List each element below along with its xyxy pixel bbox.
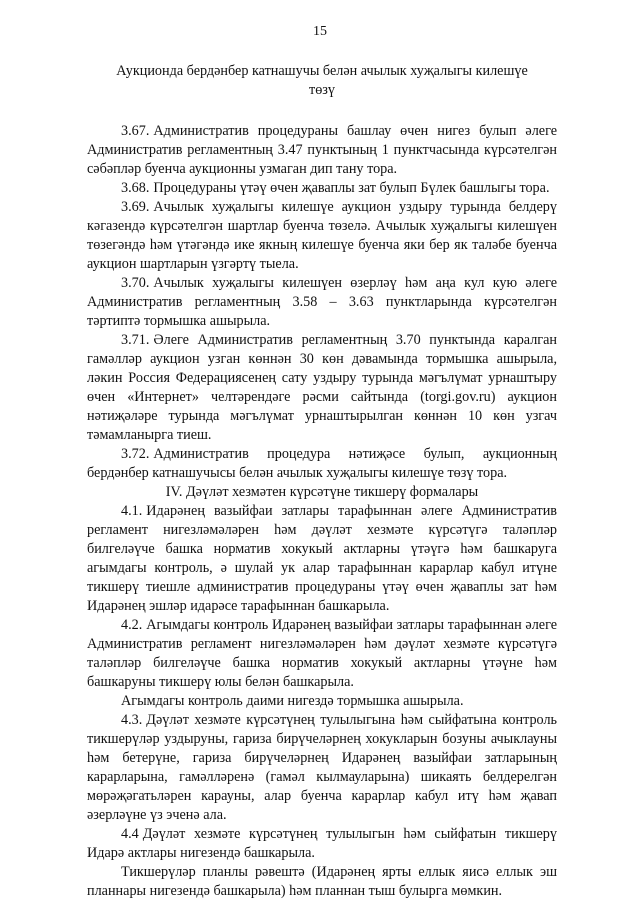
- paragraph-4-2-continued: [87, 692, 557, 711]
- paragraph-4-1: [87, 502, 557, 616]
- paragraph-text: Дәүләт хезмәте күрсәтүнең тулылыгына һәм сыйфатына контроль тикшерүләр уздыруны, гариза бирүчеләрнең хокукларын бозуны ачыклауны һәм бетерүне, гариза бирүчеләрнең Идарәнең вазыйфаи затларының карарларына, гамәлләренә (гамәл кылмауларына) шикаять белдерелгән мөрәҗәгатьләрен карауны, алар буенча карарлар кабул итү һәм җавап әзерләүне үз эченә ала.: [87, 712, 557, 823]
- paragraph-number: 3.72.: [121, 446, 150, 462]
- paragraph-text: Тикшерүләр планлы рәвештә (Идарәнең ярты еллык яисә еллык эш планнары нигезендә башкарыла) һәм планнан тыш булырга мөмкин.: [87, 864, 557, 899]
- paragraph-text: Ачылык хуҗалыгы килешүен өзерләү һәм аңа кул кую әлеге Административ регламентның 3.58 – 3.63 пунктларында күрсәтелгән тәртиптә тормышка ашырыла.: [87, 275, 557, 329]
- paragraph-text: Административ процедура нәтиҗәсе булып, аукционның бердәнбер катнашучысы белән ачылык хуҗалыгы килешүе төзү тора.: [87, 446, 557, 481]
- paragraph-3-72: [87, 445, 557, 483]
- paragraph-3-67: [87, 122, 557, 179]
- paragraph-number: 3.69.: [121, 199, 150, 215]
- paragraph-number: 4.3.: [121, 712, 143, 728]
- paragraph-text: Идарәнең вазыйфаи затлары тарафыннан әлеге Административ регламент нигезләмәләрен һәм дәүләт хезмәте күрсәтүгә таләпләр билгеләүче башка норматив хокукый актларны үтәүгә һәм башкаруга агымдагы контроль, ә шулай ук алар тарафыннан карарлар кабул итүне тикшерү тиешле административ процедураны үтәү өчен җаваплы зат һәм Идарәнең эшләр идарәсе тарафыннан башкарыла.: [87, 503, 557, 614]
- paragraph-number: 3.70.: [121, 275, 150, 291]
- subsection-heading-line-2: төзү: [309, 82, 335, 98]
- subsection-heading-line-1: Аукционда бердәнбер катнашучы белән ачылык хуҗалыгы килешүе: [116, 63, 528, 79]
- paragraph-number: 4.2.: [121, 617, 143, 633]
- section-title: IV. Дәүләт хезмәтен күрсәтүне тикшерү формалары: [165, 484, 479, 500]
- paragraph-number: 4.1.: [121, 503, 143, 519]
- paragraph-3-71: [87, 331, 557, 445]
- paragraph-number: 3.71.: [121, 332, 150, 348]
- paragraph-text: Агымдагы контроль даими нигездә тормышка ашырыла.: [121, 693, 464, 709]
- paragraph-text: Агымдагы контроль Идарәнең вазыйфаи затлары тарафыннан әлеге Административ регламент нигезләмәләрен һәм дәүләт хезмәте күрсәтүгә таләпләр билгеләүче башка норматив хокукый актларны үтәүне һәм башкаруны тикшерү юлы белән башкарыла.: [87, 617, 557, 690]
- paragraph-number: 3.67.: [121, 123, 150, 139]
- paragraph-number: 4.4: [121, 826, 139, 842]
- paragraph-4-2: [87, 616, 557, 692]
- paragraph-4-4-continued: [87, 863, 557, 901]
- paragraph-3-69: [87, 198, 557, 274]
- paragraph-text: Административ процедураны башлау өчен нигез булып әлеге Административ регламентның 3.47 пунктының 1 пунктчасында күрсәтелгән сәбәпләр буенча аукционны узмаган дип тану тора.: [87, 123, 557, 177]
- page-number: 15: [313, 24, 327, 39]
- paragraph-3-68: [87, 179, 557, 198]
- paragraph-4-3: [87, 711, 557, 825]
- subsection-heading: [87, 62, 557, 100]
- paragraph-text: Ачылык хуҗалыгы килешүе аукцион уздыру турында белдерү кәгазендә күрсәтелгән шартлар буенча төзелә. Ачылык хуҗалыгы килешүен төзегәндә һәм үтәгәндә ике якның килешүе буенча яки бер як таләбе буенча аукцион шартларын үзгәртү тыела.: [87, 199, 557, 272]
- paragraph-4-4: [87, 825, 557, 863]
- paragraph-3-70: [87, 274, 557, 331]
- paragraph-text: Дәүләт хезмәте күрсәтүнең тулылыгын һәм сыйфатын тикшерү Идарә актлары нигезендә башкарыла.: [87, 826, 557, 861]
- paragraph-text: Әлеге Административ регламентның 3.70 пунктында каралган гамәлләр аукцион узган көннән 30 көн дәвамында тормышка ашырыла, ләкин Россия Федерациясенең сату уздыру турында мәгълүмат урнаштыру өчен «Интернет» челтәрендәге рәсми сайтында (torgi.gov.ru) аукцион нәтиҗәләре турында мәгълүмат урнаштырылган көннән 10 көн узгач тәмамланырга тиеш.: [87, 332, 557, 443]
- document-body: [87, 62, 557, 901]
- paragraph-text: Процедураны үтәү өчен җаваплы зат булып Бүлек башлыгы тора.: [153, 180, 550, 196]
- paragraph-number: 3.68.: [121, 180, 150, 196]
